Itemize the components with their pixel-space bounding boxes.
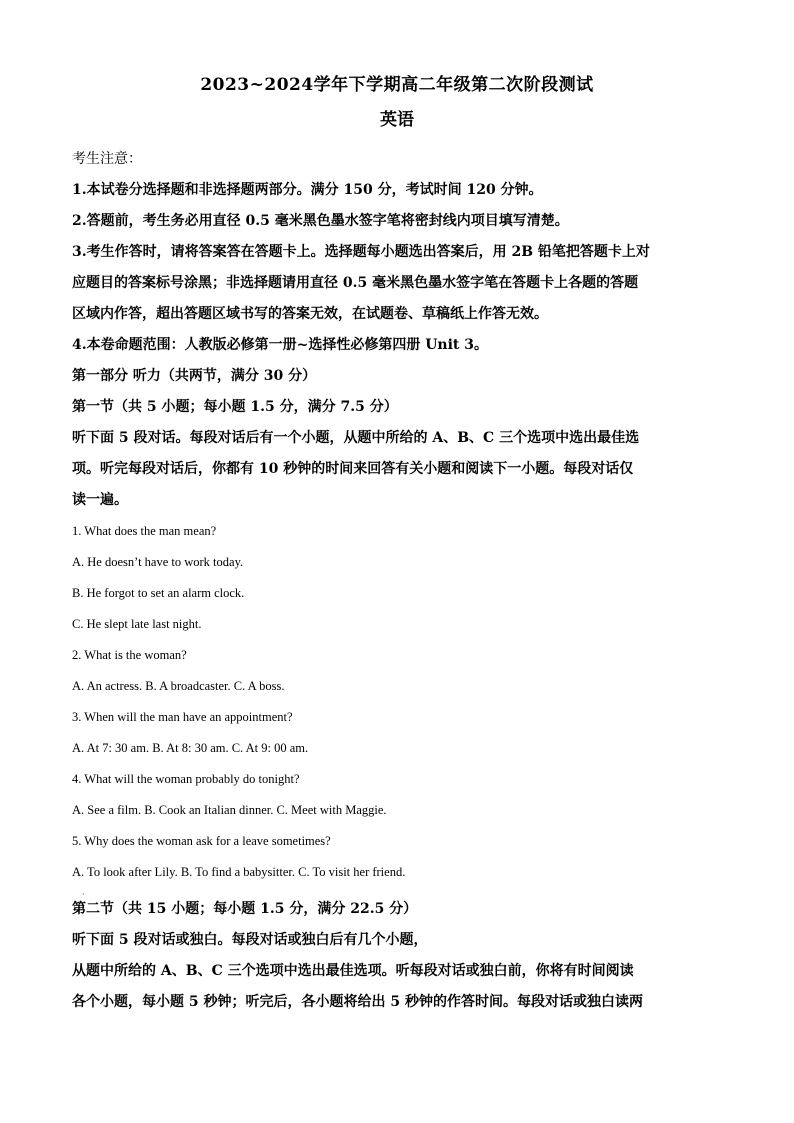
notice-item-3-line-1: 3.考生作答时，请将答案答在答题卡上。选择题每小题选出答案后，用 2B 铅笔把答题卡上对 [72, 244, 650, 260]
notice-heading: 考生注意： [72, 151, 142, 167]
notice-item-3-line-3: 区域内作答，超出答题区域书写的答案无效，在试题卷、草稿纸上作答无效。 [72, 306, 548, 322]
question-1-option-c: C. He slept late last night. [72, 617, 202, 631]
section1-instructions-line-1: 听下面 5 段对话。每段对话后有一个小题，从题中所给的 A、B、C 三个选项中选出最佳选 [72, 430, 640, 446]
section1-instructions-line-2: 项。听完每段对话后，你都有 10 秒钟的时间来回答有关小题和阅读下一小题。每段对话仅 [72, 461, 634, 477]
section1-heading: 第一节（共 5 小题；每小题 1.5 分，满分 7.5 分） [72, 399, 398, 415]
stray-mark: · [82, 890, 85, 899]
section2-heading: 第二节（共 15 小题；每小题 1.5 分，满分 22.5 分） [72, 901, 418, 917]
question-4-options: A. See a film. B. Cook an Italian dinner. C. Meet with Maggie. [72, 803, 387, 817]
question-2-options: A. An actress. B. A broadcaster. C. A boss. [72, 679, 285, 693]
section2-instructions-line-2: 从题中所给的 A、B、C 三个选项中选出最佳选项。听每段对话或独白前，你将有时间阅读 [72, 963, 634, 979]
question-5: 5. Why does the woman ask for a leave sometimes? [72, 834, 331, 848]
notice-item-1: 1.本试卷分选择题和非选择题两部分。满分 150 分，考试时间 120 分钟。 [72, 182, 543, 198]
question-1-option-a: A. He doesn’t have to work today. [72, 555, 244, 569]
notice-item-3-line-2: 应题目的答案标号涂黑；非选择题请用直径 0.5 毫米黑色墨水签字笔在答题卡上各题的答题 [72, 275, 639, 291]
exam-subject: 英语 [380, 110, 414, 130]
section2-instructions-line-1: 听下面 5 段对话或独白。每段对话或独白后有几个小题， [72, 932, 428, 948]
section2-instructions-line-3: 各个小题，每小题 5 秒钟；听完后，各小题将给出 5 秒钟的作答时间。每段对话或独白读两 [72, 994, 643, 1010]
question-2: 2. What is the woman? [72, 648, 187, 662]
exam-title: 2023~2024学年下学期高二年级第二次阶段测试 [200, 75, 594, 95]
question-1-option-b: B. He forgot to set an alarm clock. [72, 586, 245, 600]
part1-heading: 第一部分 听力（共两节，满分 30 分） [72, 368, 317, 384]
question-3-options: A. At 7: 30 am. B. At 8: 30 am. C. At 9: 00 am. [72, 741, 309, 755]
question-4: 4. What will the woman probably do tonight? [72, 772, 300, 786]
section1-instructions-line-3: 读一遍。 [72, 492, 128, 508]
question-1: 1. What does the man mean? [72, 524, 217, 538]
question-5-options: A. To look after Lily. B. To find a babysitter. C. To visit her friend. [72, 865, 406, 879]
notice-item-2: 2.答题前，考生务必用直径 0.5 毫米黑色墨水签字笔将密封线内项目填写清楚。 [72, 213, 569, 229]
question-3: 3. When will the man have an appointment? [72, 710, 293, 724]
notice-item-4: 4.本卷命题范围：人教版必修第一册~选择性必修第四册 Unit 3。 [72, 337, 489, 353]
